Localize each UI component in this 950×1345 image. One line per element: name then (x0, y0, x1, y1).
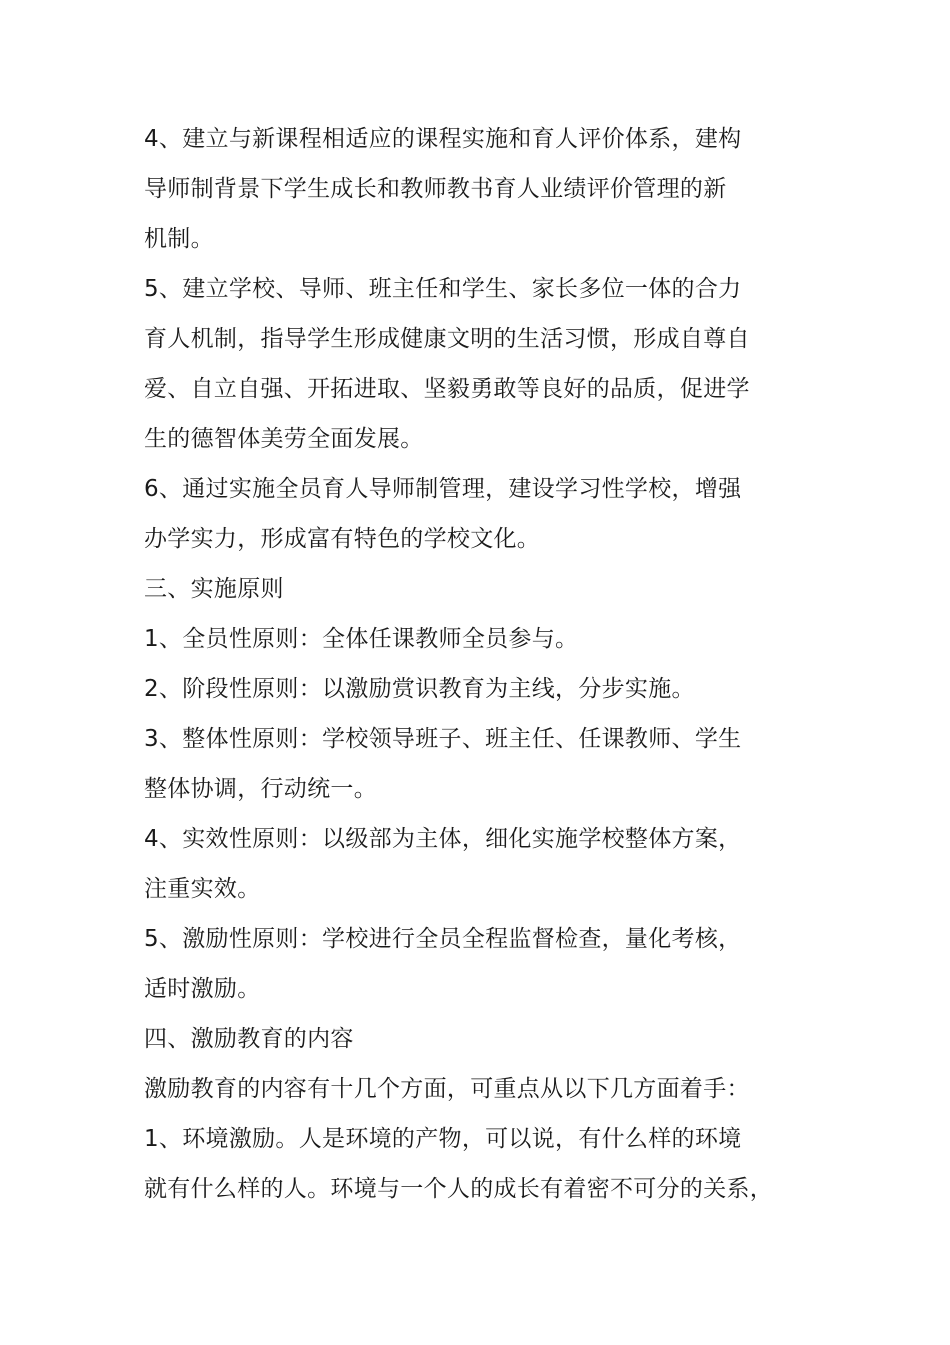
text-line: 2、阶段性原则：以激励赏识教育为主线，分步实施。 (144, 676, 695, 702)
text-line: 1、全员性原则：全体任课教师全员参与。 (144, 626, 579, 652)
text-line: 6、通过实施全员育人导师制管理，建设学习性学校，增强 (144, 476, 742, 502)
text-line: 育人机制，指导学生形成健康文明的生活习惯，形成自尊自 (144, 326, 750, 352)
text-line: 注重实效。 (144, 876, 261, 902)
text-line: 4、实效性原则：以级部为主体，细化实施学校整体方案， (144, 826, 742, 852)
text-line: 适时激励。 (144, 976, 261, 1002)
text-line: 生的德智体美劳全面发展。 (144, 426, 424, 452)
text-line: 办学实力，形成富有特色的学校文化。 (144, 526, 541, 552)
text-line: 5、建立学校、导师、班主任和学生、家长多位一体的合力 (144, 276, 742, 302)
text-line: 5、激励性原则：学校进行全员全程监督检查，量化考核， (144, 926, 742, 952)
text-line: 整体协调，行动统一。 (144, 776, 377, 802)
section-heading: 三、实施原则 (144, 576, 284, 602)
text-line: 激励教育的内容有十几个方面，可重点从以下几方面着手： (144, 1076, 750, 1102)
section-heading: 四、激励教育的内容 (144, 1026, 354, 1052)
text-line: 4、建立与新课程相适应的课程实施和育人评价体系，建构 (144, 126, 742, 152)
text-line: 1、环境激励。人是环境的产物，可以说，有什么样的环境 (144, 1126, 742, 1152)
text-line: 爱、自立自强、开拓进取、坚毅勇敢等良好的品质，促进学 (144, 376, 750, 402)
text-line: 导师制背景下学生成长和教师教书育人业绩评价管理的新 (144, 176, 727, 202)
text-line: 3、整体性原则：学校领导班子、班主任、任课教师、学生 (144, 726, 742, 752)
text-line: 机制。 (144, 226, 214, 252)
text-line: 就有什么样的人。环境与一个人的成长有着密不可分的关系， (144, 1176, 774, 1202)
